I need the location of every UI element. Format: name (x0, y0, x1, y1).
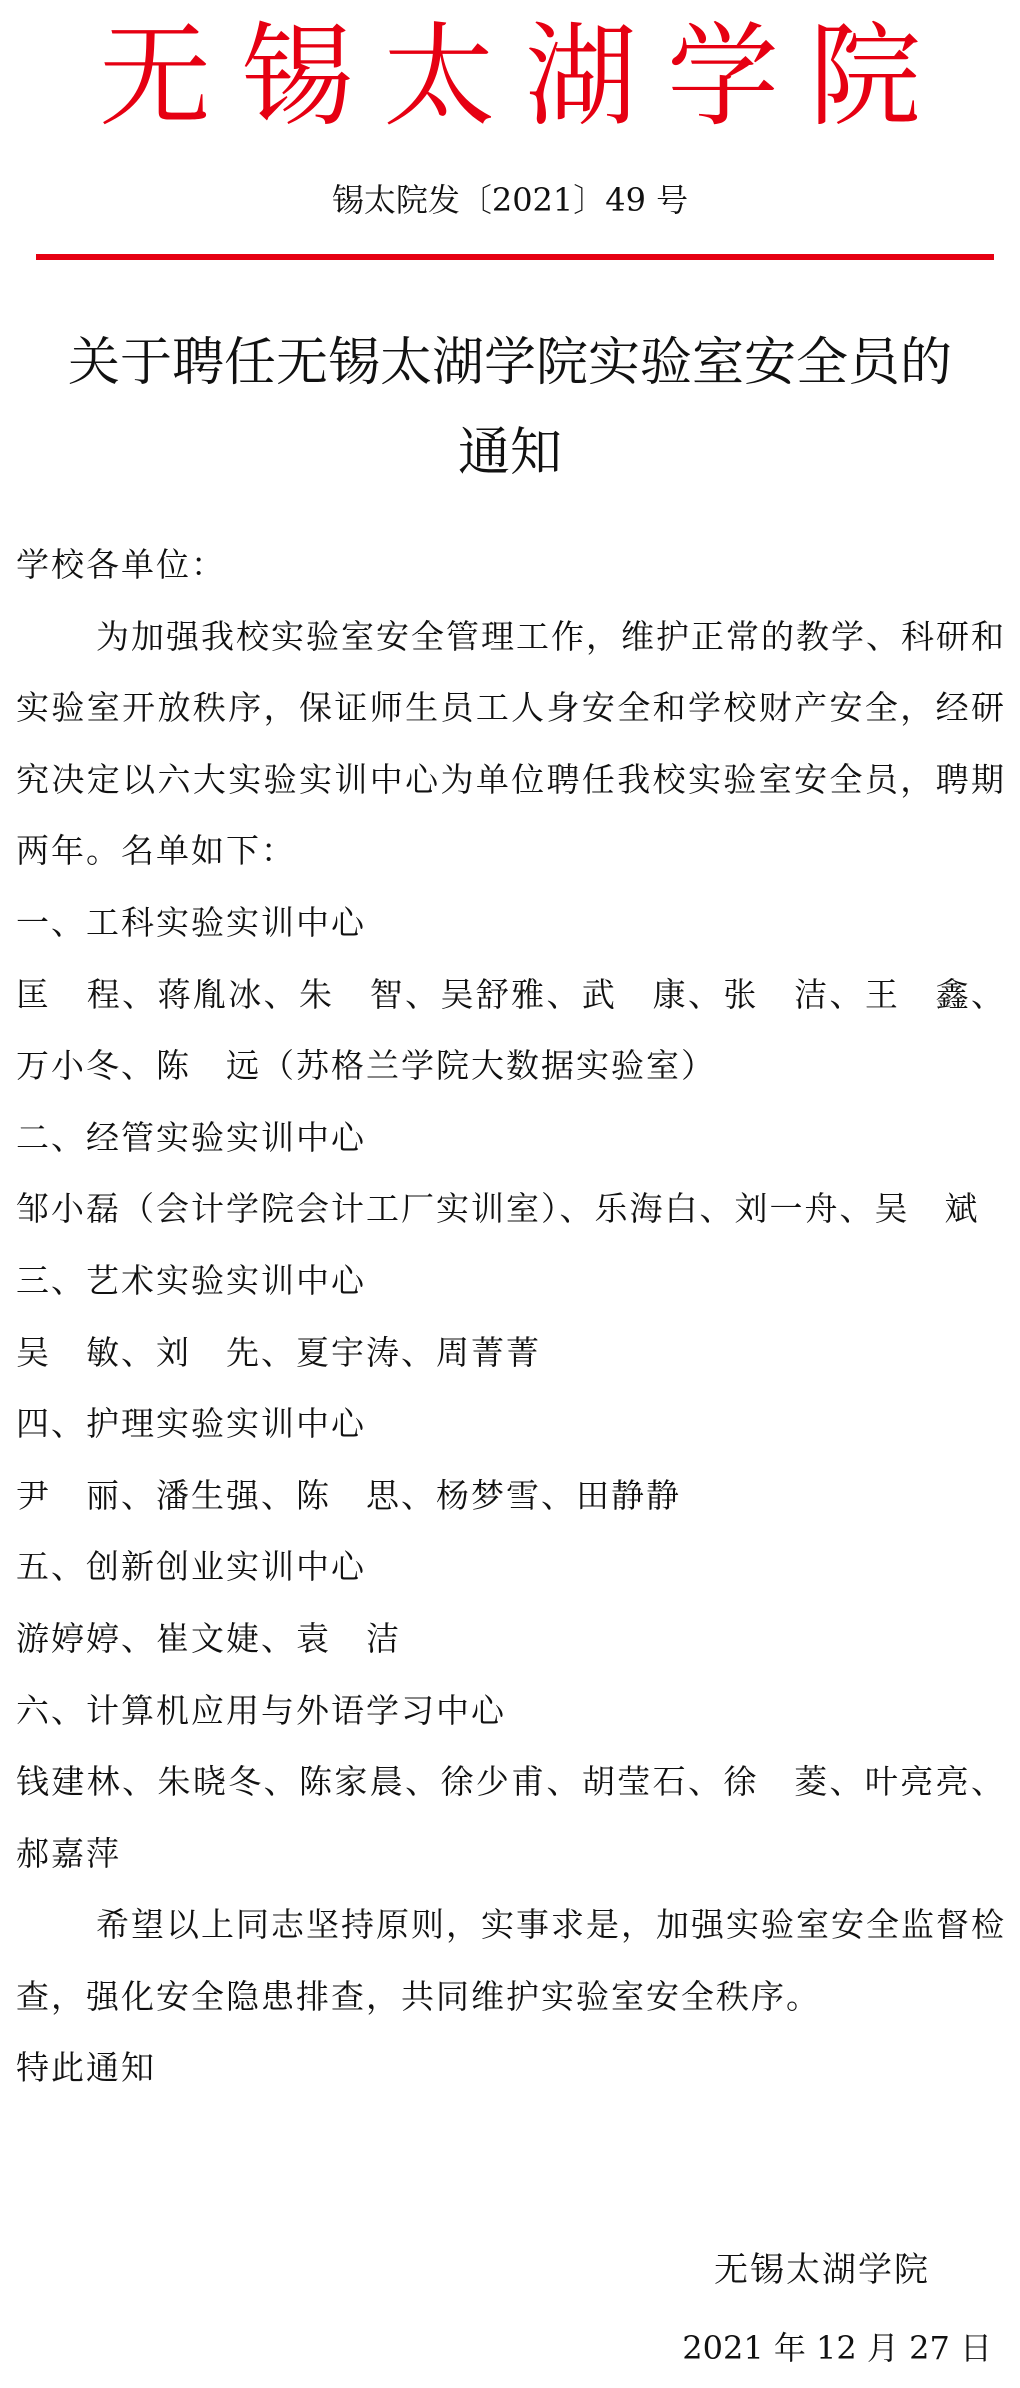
section-heading: 四、护理实验实训中心 (16, 1404, 366, 1444)
intro-paragraph: 为加强我校实验室安全管理工作，维护正常的教学、科研和实验室开放秩序，保证师生员工人身安全和学校财产安全，经研究决定以六大实验实训中心为单位聘任我校实验室安全员，聘期两年。名单如下： (16, 616, 1006, 871)
document-title-line-1: 关于聘任无锡太湖学院实验室安全员的 (67, 333, 952, 393)
section-names: 匡 程、蒋胤冰、朱 智、吴舒雅、武 康、张 洁、王 鑫、万小冬、陈 远（苏格兰学院大数据实验室） (16, 974, 1006, 1086)
document-title (40, 318, 980, 498)
red-divider-line (36, 254, 994, 260)
section-heading: 六、计算机应用与外语学习中心 (16, 1690, 506, 1730)
section-names: 邹小磊（会计学院会计工厂实训室）、乐海白、刘一舟、吴 斌 (16, 1189, 980, 1229)
salutation: 学校各单位： (16, 545, 226, 584)
signature-organization: 无锡太湖学院 (714, 2250, 930, 2290)
notice-end-text: 特此通知 (16, 2048, 156, 2088)
document-number: 锡太院发〔2021〕49 号 (331, 181, 689, 219)
section-names: 吴 敏、刘 先、夏宇涛、周菁菁 (16, 1332, 541, 1372)
document-body (16, 529, 1006, 2104)
section-heading: 五、创新创业实训中心 (16, 1547, 366, 1587)
section-names: 尹 丽、潘生强、陈 思、杨梦雪、田静静 (16, 1475, 681, 1515)
section-heading: 一、工科实验实训中心 (16, 902, 366, 942)
section-heading: 三、艺术实验实训中心 (16, 1260, 366, 1300)
document-title-line-2: 通知 (457, 423, 562, 483)
signature-date: 2021 年 12 月 27 日 (682, 2329, 992, 2367)
section-names: 游婷婷、崔文婕、袁 洁 (16, 1618, 401, 1658)
institution-header-title: 无锡太湖学院 (99, 12, 951, 142)
closing-paragraph: 希望以上同志坚持原则，实事求是，加强实验室安全监督检查，强化安全隐患排查，共同维护实验室安全秩序。 (16, 1905, 1006, 2016)
section-heading: 二、经管实验实训中心 (16, 1117, 366, 1157)
section-names: 钱建林、朱晓冬、陈家晨、徐少甫、胡莹石、徐 菱、叶亮亮、郝嘉萍 (16, 1762, 1006, 1873)
